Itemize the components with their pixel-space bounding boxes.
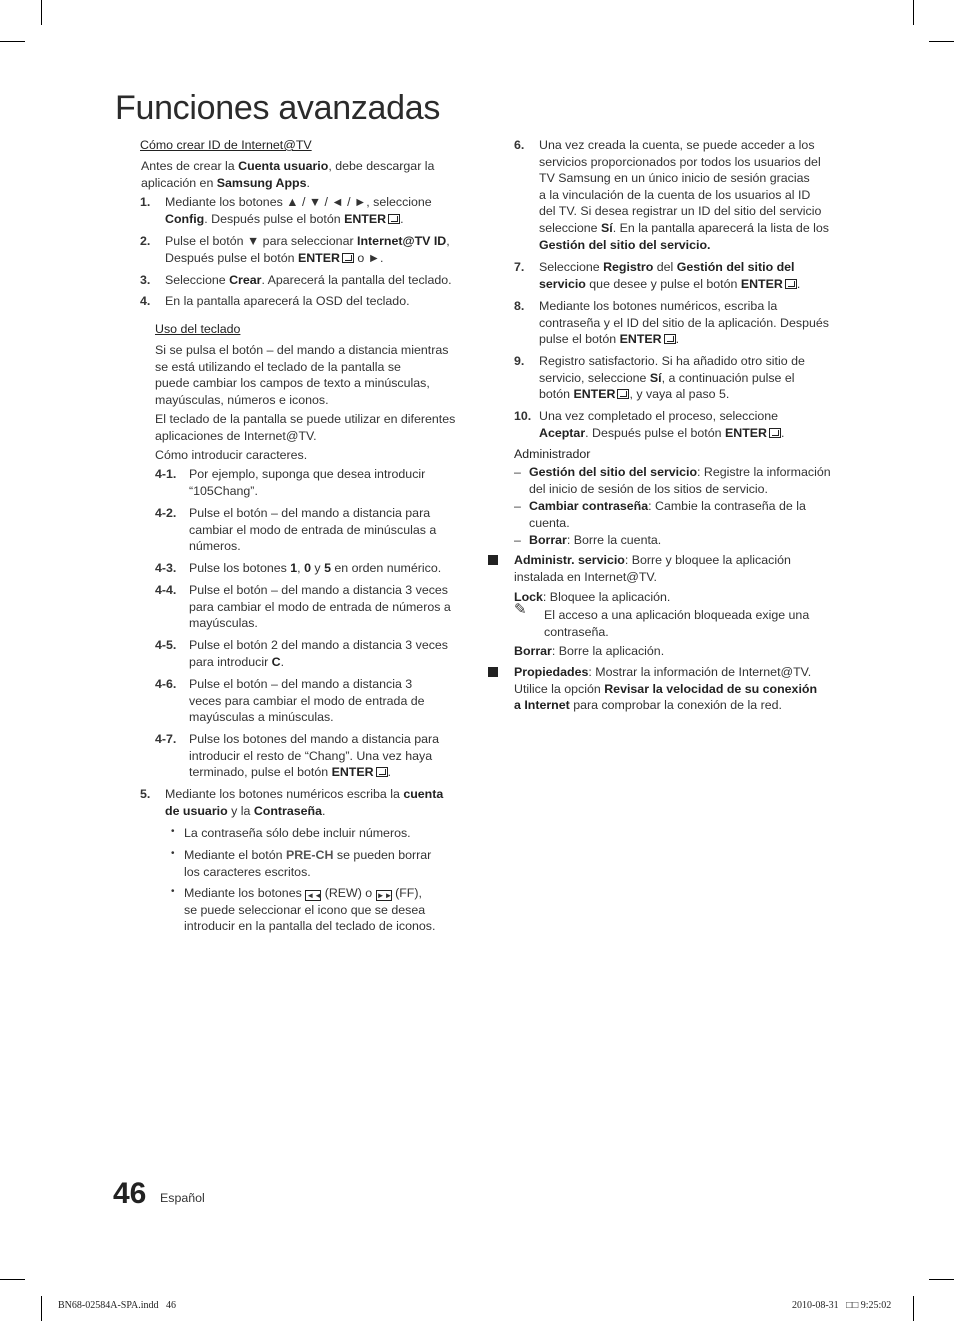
crop-mark [913,1296,914,1321]
substep-4-3-text: Pulse los botones 1, 0 y 5 en orden numérico. [189,561,442,575]
step-number: 10. [514,409,532,423]
crop-mark [929,41,954,42]
enter-icon [617,389,629,399]
step-9-text: Registro satisfactorio. Si ha añadido otro sitio de servicio, seleccione Sí, a continuación pulse el botón ENTER , y vaya al paso 5. [539,354,805,402]
crop-mark [41,0,42,25]
substep-number: 4-7. [155,732,177,746]
step-number: 1. [140,195,151,209]
step-number: 4. [140,294,151,308]
enter-icon [664,334,676,344]
bullet-dot: • [171,826,175,837]
step-10-text: Una vez completado el proceso, seleccione Aceptar. Después pulse el botón ENTER . [539,409,785,440]
square-bullet [488,555,498,565]
language-label: Español [160,1191,205,1205]
step-number: 2. [140,234,151,248]
enter-icon [785,279,797,289]
page-title: Funciones avanzadas [115,89,441,127]
bullet-1-text: La contraseña sólo debe incluir números. [184,826,411,840]
step-6-text: Una vez creada la cuenta, se puede acceder a los servicios proporcionados por todos los usuarios del TV Samsung en un único inicio de sesión gracias a la vinculación de la cuenta de los usuarios al ID del TV. Si desea registrar un ID del sitio del servicio seleccione Sí. En la pantalla aparecerá la lista de los Gestión del sitio del servicio. [539,138,829,252]
enter-icon [769,428,781,438]
bullet-3-text: Mediante los botones ◄◄ (REW) o ►► (FF), se puede seleccionar el icono que se desea introducir en la pantalla del teclado de iconos. [184,886,436,934]
substep-number: 4-5. [155,638,177,652]
admin-heading: Administrador [514,447,591,461]
substep-number: 4-6. [155,677,177,691]
dash: – [514,499,521,513]
crop-mark [913,0,914,25]
admin-service-text: Administr. servicio: Borre y bloquee la aplicación instalada en Internet@TV. [514,553,791,584]
enter-icon [342,253,354,263]
note-pencil-icon: ✎ [514,601,527,618]
step-number: 5. [140,787,151,801]
bullet-dot: • [171,886,175,897]
step-number: 9. [514,354,525,368]
enter-icon [388,214,400,224]
step-number: 6. [514,138,525,152]
note-text: El acceso a una aplicación bloqueada exige una contraseña. [544,608,810,639]
square-bullet [488,667,498,677]
substep-number: 4-3. [155,561,177,575]
keyboard-paragraph-2: El teclado de la pantalla se puede utilizar en diferentes aplicaciones de Internet@TV. [155,412,456,443]
dash: – [514,465,521,479]
substep-4-4-text: Pulse el botón – del mando a distancia 3 veces para cambiar el modo de entrada de números a mayúsculas. [189,583,451,631]
admin-item-2: Cambiar contraseña: Cambie la contraseña de la cuenta. [529,499,806,530]
step-number: 3. [140,273,151,287]
step-number: 7. [514,260,525,274]
dash: – [514,533,521,547]
print-date-info: 2010-08-31 □□ 9:25:02 [792,1300,892,1311]
intro-paragraph: Antes de crear la Cuenta usuario, debe descargar la aplicación en Samsung Apps. [141,159,435,190]
admin-item-3: Borrar: Borre la cuenta. [529,533,662,547]
crop-mark [41,1296,42,1321]
step-8-text: Mediante los botones numéricos, escriba la contraseña y el ID del sitio de la aplicación. Después pulse el botón ENTER . [539,299,829,347]
crop-mark [929,1279,954,1280]
keyboard-paragraph-3: Cómo introducir caracteres. [155,448,308,462]
keyboard-paragraph: Si se pulsa el botón – del mando a distancia mientras se está utilizando el teclado de la pantalla se puede cambiar los campos de texto a minúsculas, mayúsculas, números e iconos. [155,343,449,407]
step-3-text: Seleccione Crear. Aparecerá la pantalla del teclado. [165,273,452,287]
bullet-2-text: Mediante el botón PRE-CH se pueden borrar los caracteres escritos. [184,848,432,879]
section-heading-create-id: Cómo crear ID de Internet@TV [140,138,312,152]
step-5-text: Mediante los botones numéricos escriba la cuenta de usuario y la Contraseña. [165,787,444,818]
substep-4-2-text: Pulse el botón – del mando a distancia para cambiar el modo de entrada de minúsculas a números. [189,506,437,554]
enter-icon [376,767,388,777]
substep-4-1-text: Por ejemplo, suponga que desea introducir “105Chang”. [189,467,426,498]
section-heading-keyboard: Uso del teclado [155,322,241,336]
borrar-text: Borrar: Borre la aplicación. [514,644,665,658]
page-number: 46 [113,1177,147,1210]
step-2-text: Pulse el botón ▼ para seleccionar Internet@TV ID, Después pulse el botón ENTER o ►. [165,234,450,265]
substep-number: 4-1. [155,467,177,481]
admin-item-1: Gestión del sitio del servicio: Registre la información del inicio de sesión de los sitios de servicio. [529,465,831,496]
fast-forward-icon: ►► [376,891,393,900]
substep-4-5-text: Pulse el botón 2 del mando a distancia 3 veces para introducir C. [189,638,448,669]
substep-number: 4-4. [155,583,177,597]
properties-text: Propiedades: Mostrar la información de Internet@TV. Utilice la opción Revisar la velocidad de su conexión a Internet para comprobar la conexión de la red. [514,665,818,713]
step-number: 8. [514,299,525,313]
substep-number: 4-2. [155,506,177,520]
substep-4-6-text: Pulse el botón – del mando a distancia 3 veces para cambiar el modo de entrada de mayúsculas a minúsculas. [189,677,425,725]
step-4-text: En la pantalla aparecerá la OSD del teclado. [165,294,410,308]
step-1-text: Mediante los botones ▲ / ▼ / ◄ / ►, seleccione Config. Después pulse el botón ENTER . [165,195,432,226]
rewind-icon: ◄◄ [306,891,323,900]
substep-4-7-text: Pulse los botones del mando a distancia para introducir el resto de “Chang”. Una vez haya terminado, pulse el botón ENTER . [189,732,440,780]
bullet-dot: • [171,848,175,859]
crop-mark [0,1279,25,1280]
print-file-info: BN68-02584A-SPA.indd 46 [58,1300,176,1311]
step-7-text: Seleccione Registro del Gestión del sitio del servicio que desee y pulse el botón ENTER . [539,260,801,291]
lock-text: Lock: Bloquee la aplicación. [514,590,671,604]
crop-mark [0,41,25,42]
